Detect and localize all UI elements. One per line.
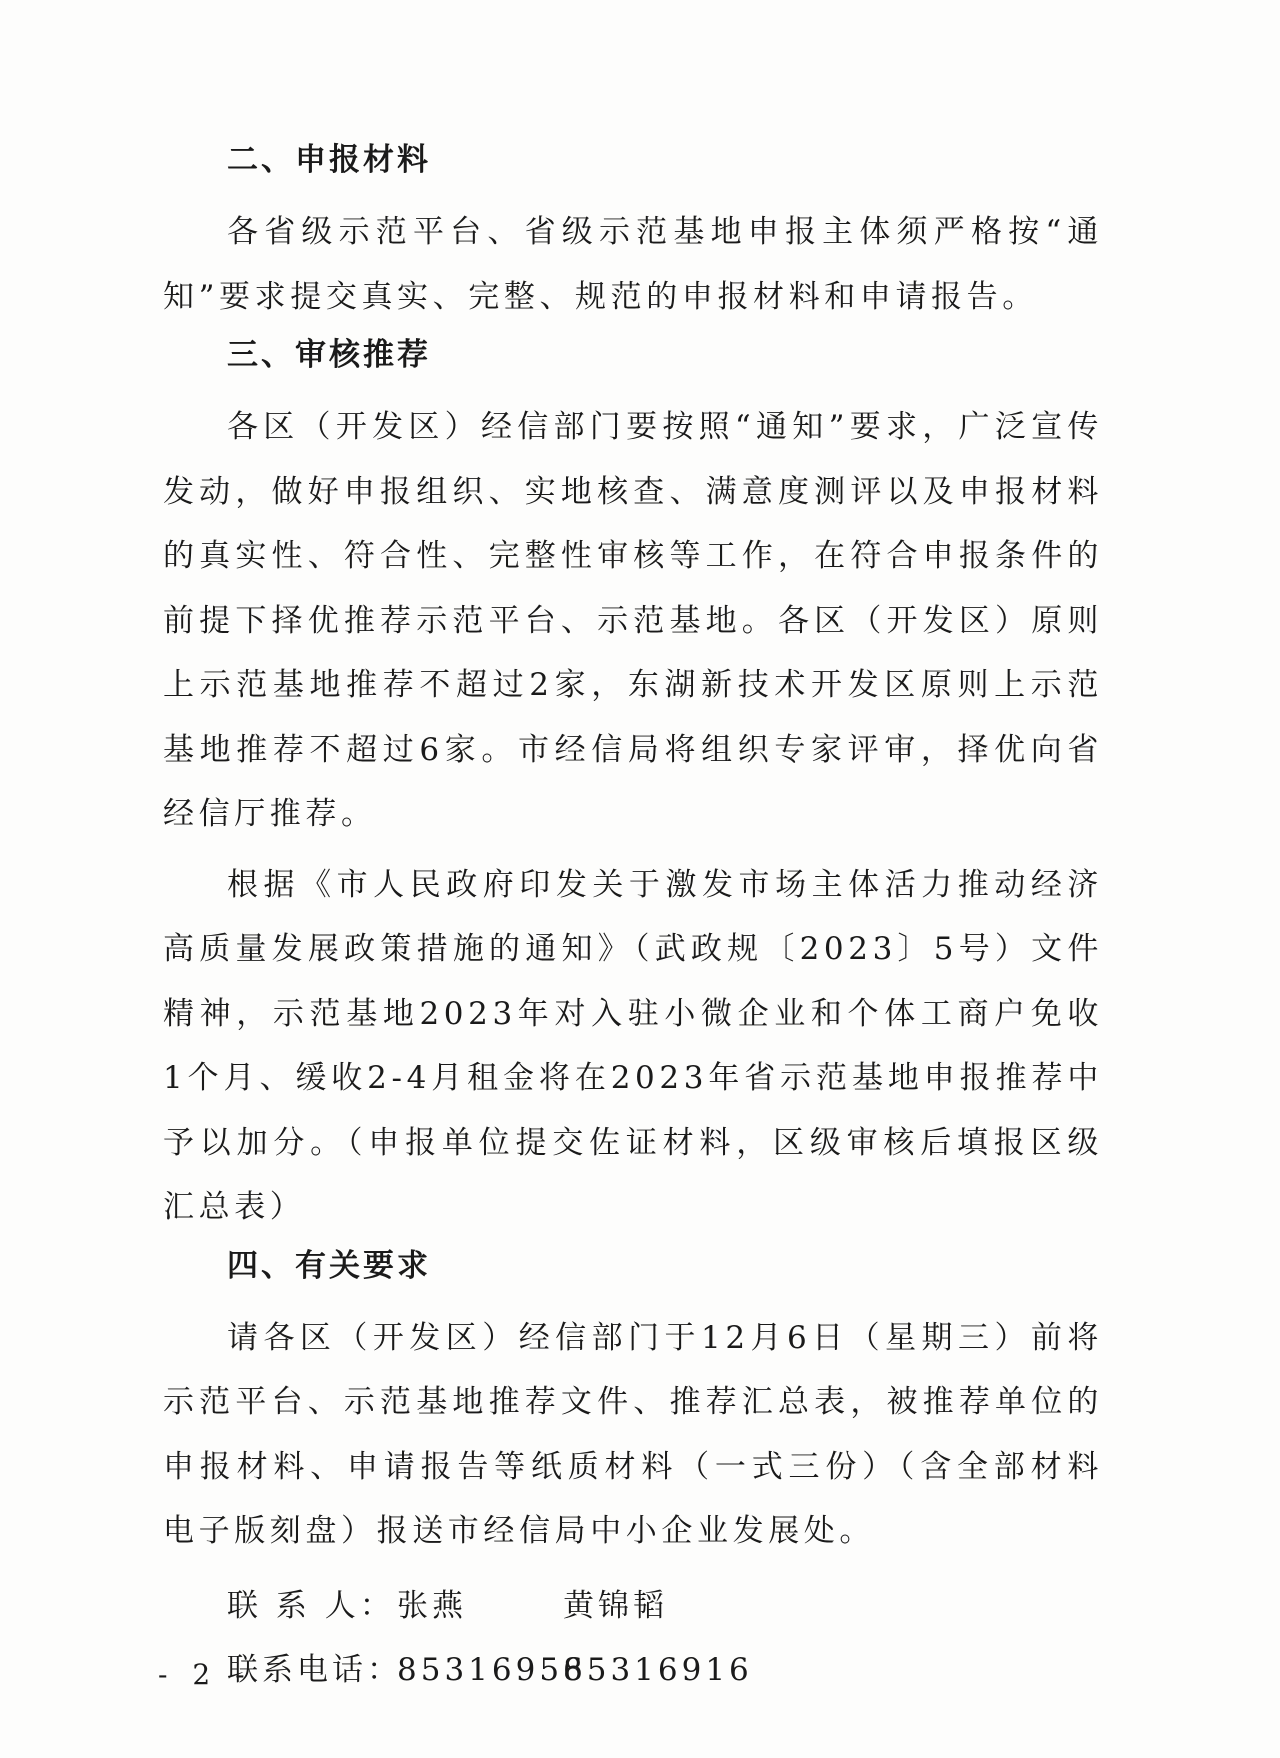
- contact-phone-label: 联系电话：: [227, 1651, 402, 1688]
- section-heading: 四、有关要求: [227, 1247, 431, 1284]
- section-application-materials: [163, 140, 1103, 329]
- document-body: [163, 140, 1103, 1714]
- paragraph: 各区（开发区）经信部门要按照“通知”要求，广泛宣传发动，做好申报组织、实地核查、满意度测评以及申报材料的真实性、符合性、完整性审核等工作，在符合申报条件的前提下择优推荐示范平台、示范基地。各区（开发区）原则上示范基地推荐不超过2家，东湖新技术开发区原则上示范基地推荐不超过6家。市经信局将组织专家评审，择优向省经信厅推荐。: [163, 409, 1103, 832]
- contact-person-row: [163, 1586, 1103, 1626]
- contact-phone-number: 85316956: [397, 1651, 587, 1688]
- contact-block: [163, 1586, 1103, 1690]
- section-heading: 二、申报材料: [227, 142, 431, 178]
- page-number: - 2 -: [158, 1658, 253, 1691]
- section-review-recommendation: [163, 335, 1103, 1240]
- paragraph: 根据《市人民政府印发关于激发市场主体活力推动经济高质量发展政策措施的通知》（武政规〔2023〕5号）文件精神，示范基地2023年对入驻小微企业和个体工商户免收1个月、缓收2-4月租金将在2023年省示范基地申报推荐中予以加分。（申报单位提交佐证材料，区级审核后填报区级汇总表）: [163, 866, 1103, 1225]
- paragraph: 请各区（开发区）经信部门于12月6日（星期三）前将示范平台、示范基地推荐文件、推荐汇总表，被推荐单位的申报材料、申请报告等纸质材料（一式三份）（含全部材料电子版刻盘）报送市经信局中小企业发展处。: [163, 1319, 1103, 1549]
- contact-person-label: 联 系 人：: [227, 1587, 395, 1624]
- section-heading: 三、审核推荐: [227, 337, 431, 373]
- section-requirements: [163, 1246, 1103, 1564]
- contact-person-name: 黄锦韬: [563, 1587, 668, 1624]
- contact-person-name: 张燕: [397, 1587, 467, 1624]
- paragraph: 各省级示范平台、省级示范基地申报主体须严格按“通知”要求提交真实、完整、规范的申报材料和申请报告。: [163, 214, 1103, 315]
- contact-phone-number: 85316916: [563, 1651, 753, 1688]
- contact-phone-row: [163, 1650, 1103, 1690]
